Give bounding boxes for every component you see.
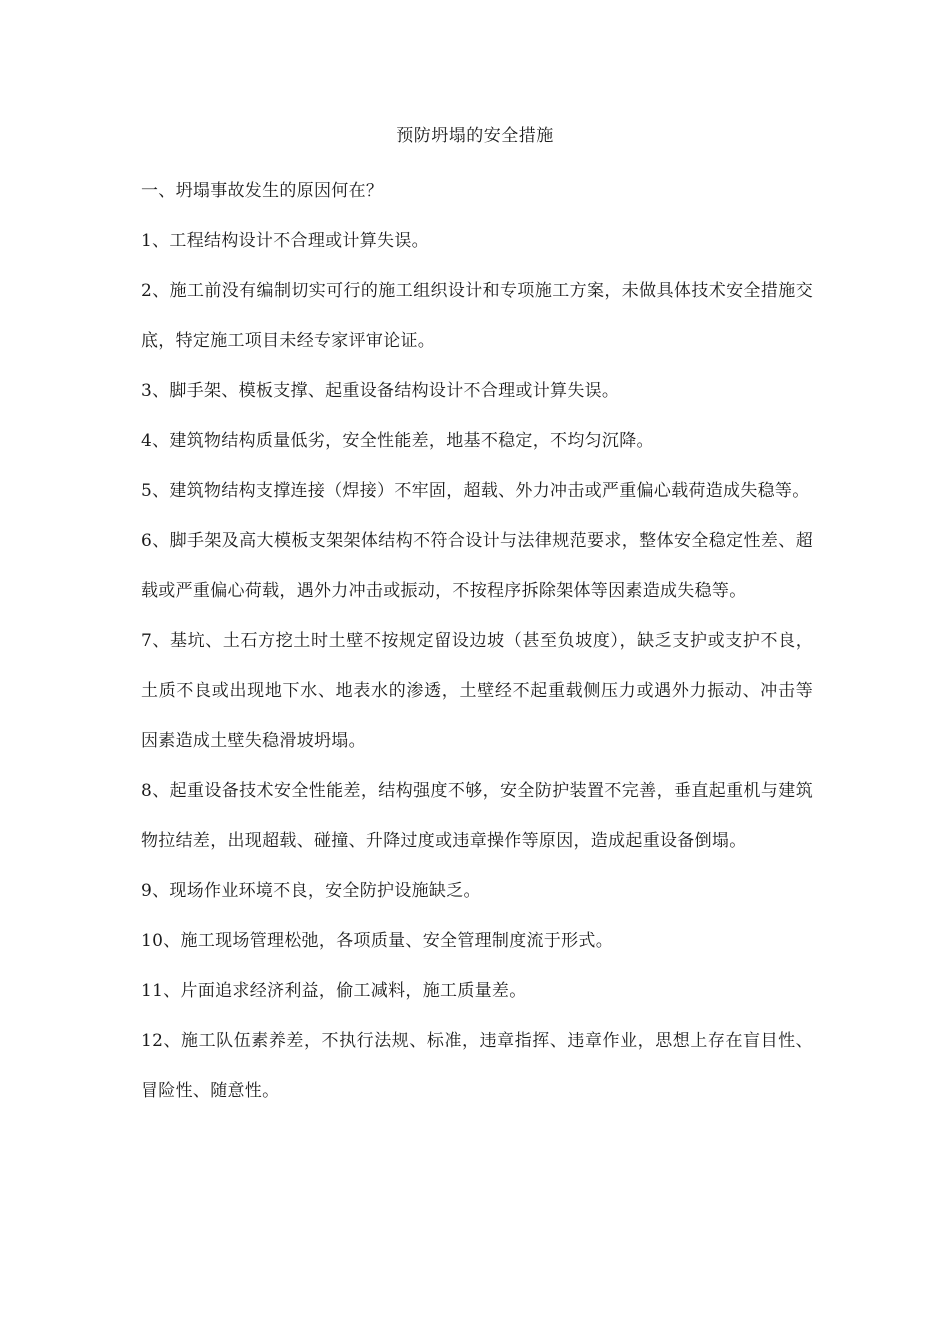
list-item-5: 5、建筑物结构支撑连接（焊接）不牢固，超载、外力冲击或严重偏心载荷造成失稳等。 <box>141 481 810 501</box>
list-item-9: 9、现场作业环境不良，安全防护设施缺乏。 <box>141 881 481 901</box>
list-item-10: 10、施工现场管理松弛，各项质量、安全管理制度流于形式。 <box>141 931 614 951</box>
section-heading: 一、坍塌事故发生的原因何在？ <box>141 181 384 201</box>
list-item-6: 6、脚手架及高大模板支架架体结构不符合设计与法律规范要求，整体安全稳定性差、超载或严重偏心荷载，遇外力冲击或振动，不按程序拆除架体等因素造成失稳等。 <box>141 531 813 601</box>
list-item-3: 3、脚手架、模板支撑、起重设备结构设计不合理或计算失误。 <box>141 381 620 401</box>
list-item-7: 7、基坑、土石方挖土时土壁不按规定留设边坡（甚至负坡度），缺乏支护或支护不良，土质不良或出现地下水、地表水的渗透，土壁经不起重载侧压力或遇外力振动、冲击等因素造成土壁失稳滑坡坍塌。 <box>141 631 813 751</box>
list-item-2: 2、施工前没有编制切实可行的施工组织设计和专项施工方案，未做具体技术安全措施交底，特定施工项目未经专家评审论证。 <box>141 281 813 351</box>
list-item-8: 8、起重设备技术安全性能差，结构强度不够，安全防护装置不完善，垂直起重机与建筑物拉结差，出现超载、碰撞、升降过度或违章操作等原因，造成起重设备倒塌。 <box>141 781 813 851</box>
list-item-4: 4、建筑物结构质量低劣，安全性能差，地基不稳定，不均匀沉降。 <box>141 431 654 451</box>
list-item-11: 11、片面追求经济利益，偷工减料，施工质量差。 <box>141 981 527 1001</box>
list-item-12: 12、施工队伍素养差，不执行法规、标准，违章指挥、违章作业，思想上存在盲目性、冒险性、随意性。 <box>141 1031 813 1101</box>
list-item-1: 1、工程结构设计不合理或计算失误。 <box>141 231 429 251</box>
document-title: 预防坍塌的安全措施 <box>396 126 554 146</box>
document-body <box>141 166 813 1116</box>
